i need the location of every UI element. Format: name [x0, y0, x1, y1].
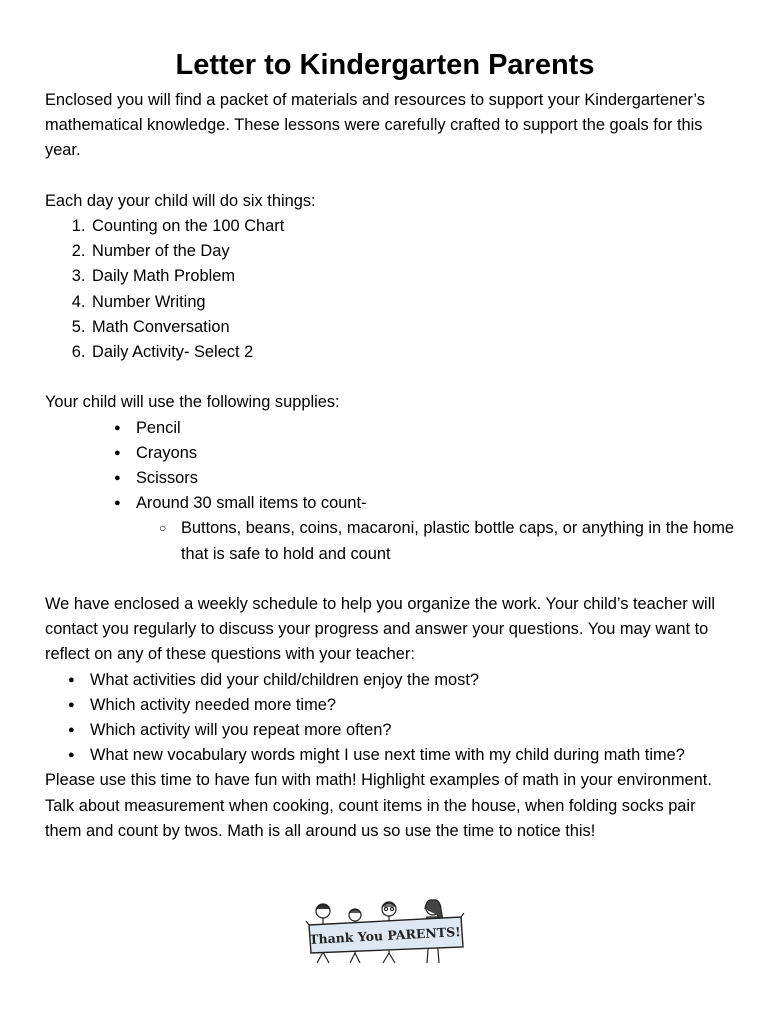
count-items-sublist: [136, 516, 735, 566]
list-item-label: Around 30 small items to count-: [136, 494, 367, 513]
list-item: ● What activities did your child/children enjoy the most?: [90, 668, 735, 693]
list-item: ● What new vocabulary words might I use next time with my child during math time?: [90, 743, 735, 768]
daily-steps-list: [45, 214, 735, 365]
closing-paragraph: Please use this time to have fun with math! Highlight examples of math in your environment. Talk about measurement when cooking, count items in the house, when folding socks pair them and count by twos. Math is all around us so use the time to notice this!: [45, 771, 712, 840]
daily-lead: Each day your child will do six things:: [45, 191, 316, 210]
intro-paragraph: Enclosed you will find a packet of materials and resources to support your Kindergartener’s mathematical knowledge. These lessons were carefully crafted to support the goals for this year.: [45, 91, 705, 160]
schedule-paragraph: We have enclosed a weekly schedule to help you organize the work. Your child’s teacher will contact you regularly to discuss your progress and answer your questions. You may want to reflect on any of these questions with your teacher:: [45, 595, 715, 664]
list-item: 2. Number of the Day: [90, 239, 735, 264]
supplies-list: [45, 416, 735, 567]
list-item: ● Pencil: [136, 416, 735, 441]
list-item: ● Crayons: [136, 441, 735, 466]
list-item: 5. Math Conversation: [90, 315, 735, 340]
list-item: ● Scissors: [136, 466, 735, 491]
list-item: 1. Counting on the 100 Chart: [90, 214, 735, 239]
list-item: ● Which activity will you repeat more often?: [90, 718, 735, 743]
list-item: 3. Daily Math Problem: [90, 264, 735, 289]
list-item: ○ Buttons, beans, coins, macaroni, plastic bottle caps, or anything in the home that is safe to hold and count: [181, 516, 735, 566]
list-item: ● Which activity needed more time?: [90, 693, 735, 718]
list-item: [136, 491, 735, 567]
banner-text: Thank You PARENTS!: [308, 924, 461, 947]
supplies-lead: Your child will use the following supplies:: [45, 393, 340, 412]
list-item: 4. Number Writing: [90, 290, 735, 315]
page-title: Letter to Kindergarten Parents: [175, 49, 595, 81]
list-item: 6. Daily Activity- Select 2: [90, 340, 735, 365]
thank-you-banner-image: [305, 897, 465, 965]
reflection-questions-list: [45, 668, 735, 769]
letter-body: [45, 88, 735, 844]
